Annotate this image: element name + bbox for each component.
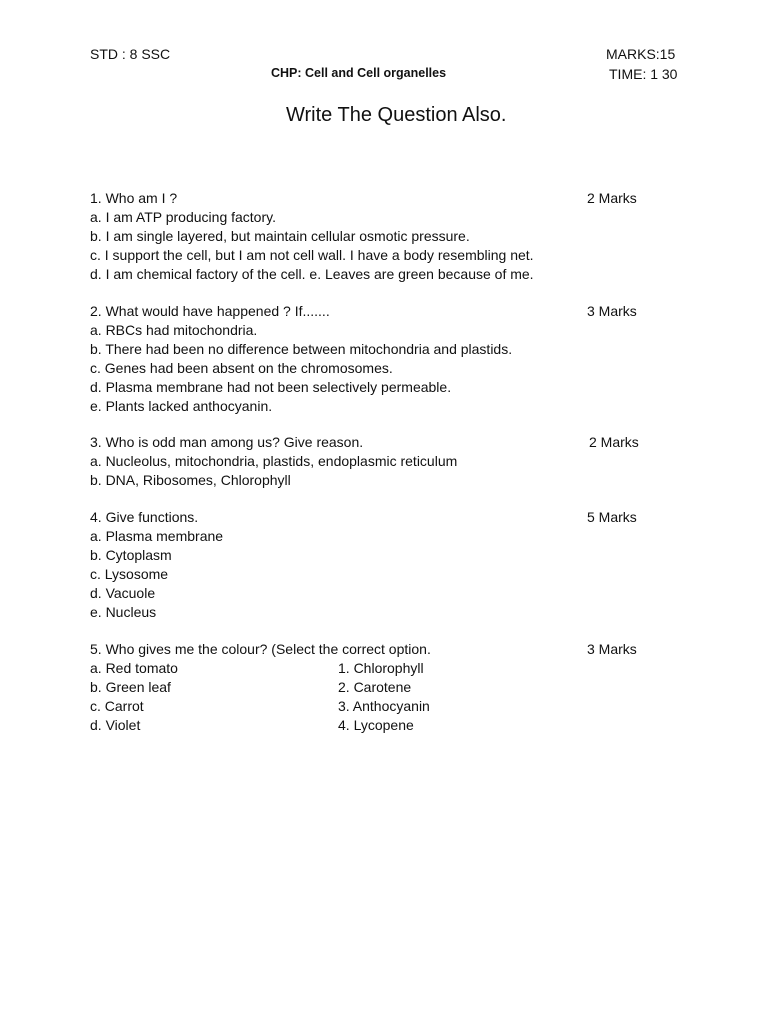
question-title: 5. Who gives me the colour? (Select the correct option. xyxy=(90,641,431,657)
match-row xyxy=(90,716,650,735)
match-left-item: b. Green leaf xyxy=(90,679,171,695)
question-item: e. Plants lacked anthocyanin. xyxy=(90,398,273,414)
question-1 xyxy=(90,189,650,284)
question-item: d. I am chemical factory of the cell. e. Leaves are green because of me. xyxy=(90,266,534,282)
question-1-marks: 2 Marks xyxy=(587,190,637,206)
question-item: d. Vacuole xyxy=(90,585,156,601)
match-row xyxy=(90,697,650,716)
question-item: e. Nucleus xyxy=(90,604,157,620)
instruction-heading: Write The Question Also. xyxy=(286,104,507,126)
question-title: 3. Who is odd man among us? Give reason. xyxy=(90,434,364,450)
question-2-marks: 3 Marks xyxy=(587,303,637,319)
match-left-item: c. Carrot xyxy=(90,698,144,714)
question-2 xyxy=(90,302,650,416)
match-left-item: a. Red tomato xyxy=(90,660,178,676)
match-right-item: 1. Chlorophyll xyxy=(338,660,424,676)
question-4-marks: 5 Marks xyxy=(587,509,637,525)
question-item: a. Nucleolus, mitochondria, plastids, endoplasmic reticulum xyxy=(90,453,458,469)
question-item: c. I support the cell, but I am not cell wall. I have a body resembling net. xyxy=(90,247,534,263)
match-right-item: 3. Anthocyanin xyxy=(338,698,430,714)
question-4 xyxy=(90,508,650,622)
time-label: TIME: 1 30 xyxy=(609,66,678,82)
match-row xyxy=(90,678,650,697)
match-left-item: d. Violet xyxy=(90,717,141,733)
marks-label: MARKS:15 xyxy=(606,46,676,62)
std-label: STD : 8 SSC xyxy=(90,46,171,62)
question-item: a. I am ATP producing factory. xyxy=(90,209,276,225)
question-item: d. Plasma membrane had not been selectively permeable. xyxy=(90,379,452,395)
question-item: c. Lysosome xyxy=(90,566,169,582)
question-item: b. I am single layered, but maintain cellular osmotic pressure. xyxy=(90,228,470,244)
match-row xyxy=(90,659,650,678)
question-item: a. RBCs had mitochondria. xyxy=(90,322,258,338)
question-title: 2. What would have happened ? If....... xyxy=(90,303,330,319)
question-5 xyxy=(90,640,650,735)
question-item: b. Cytoplasm xyxy=(90,547,172,563)
question-3-marks: 2 Marks xyxy=(589,434,639,450)
question-title: 1. Who am I ? xyxy=(90,190,178,206)
match-right-item: 4. Lycopene xyxy=(338,717,414,733)
question-item: b. DNA, Ribosomes, Chlorophyll xyxy=(90,472,291,488)
question-title: 4. Give functions. xyxy=(90,509,199,525)
question-3 xyxy=(90,433,650,490)
chapter-title: CHP: Cell and Cell organelles xyxy=(271,66,447,80)
question-item: b. There had been no difference between mitochondria and plastids. xyxy=(90,341,513,357)
question-item: a. Plasma membrane xyxy=(90,528,224,544)
match-right-item: 2. Carotene xyxy=(338,679,412,695)
question-item: c. Genes had been absent on the chromosomes. xyxy=(90,360,393,376)
question-5-marks: 3 Marks xyxy=(587,641,637,657)
